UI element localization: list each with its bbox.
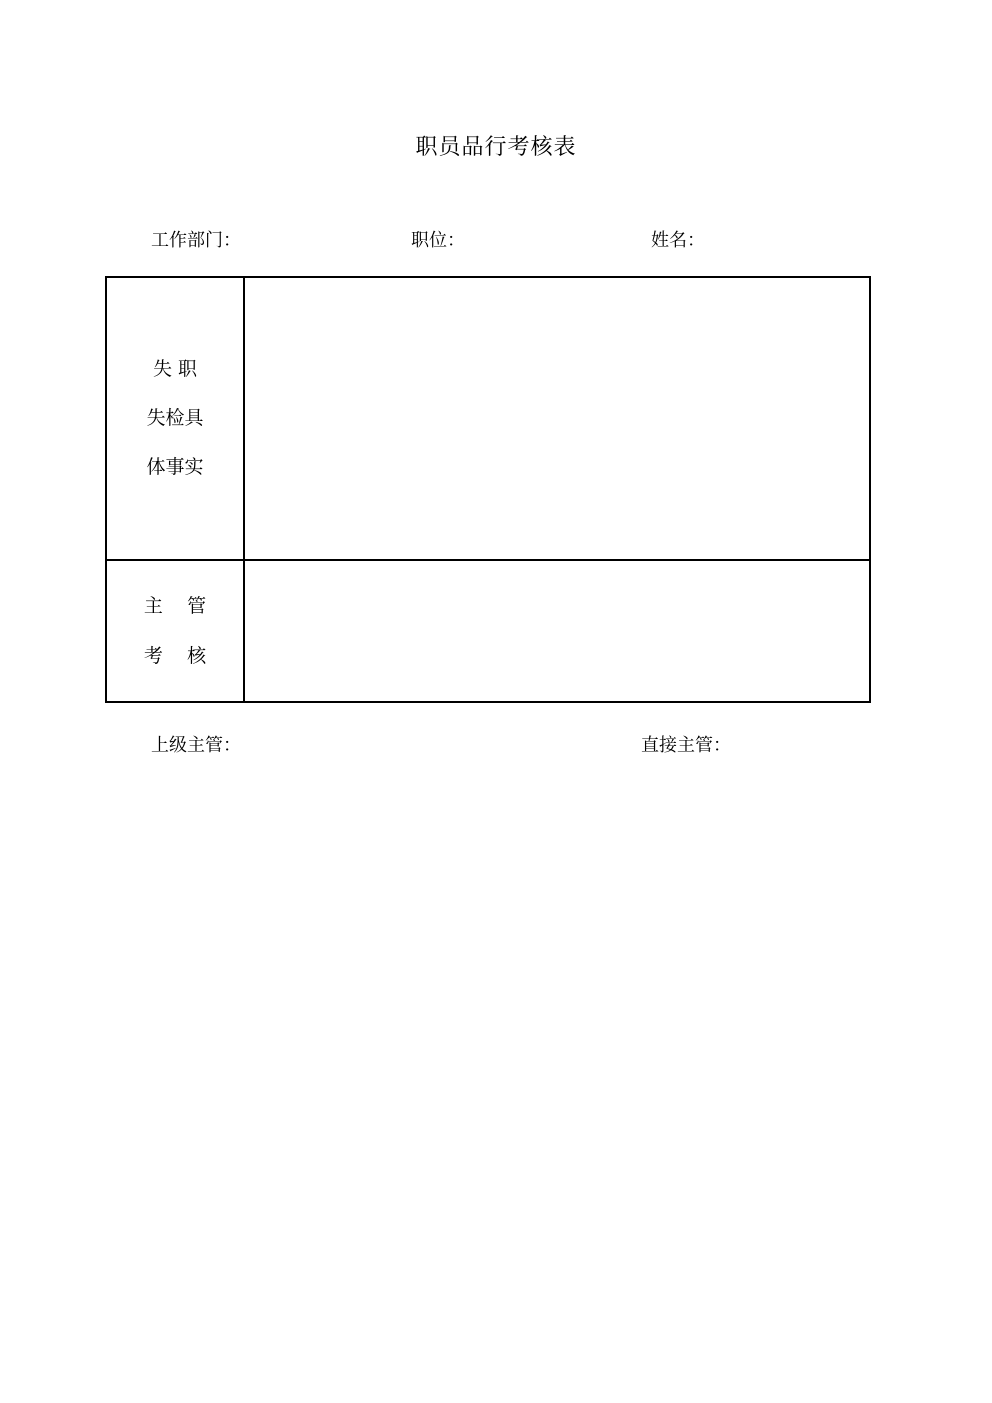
superior-field-label: 上级主管： <box>151 735 241 756</box>
assessment-label <box>107 581 243 681</box>
page-title: 职员品行考核表 <box>415 135 577 160</box>
misconduct-label-line-3: 体事实 <box>146 456 204 478</box>
misconduct-content-cell[interactable] <box>244 277 870 560</box>
table-row-supervisor-assessment <box>106 560 870 702</box>
department-field-label: 工作部门： <box>151 230 241 251</box>
table-row-misconduct <box>106 277 870 560</box>
evaluation-table <box>105 276 871 703</box>
assessment-label-line-1: 主 管 <box>143 595 207 617</box>
misconduct-label-line-2: 失检具 <box>146 407 204 429</box>
misconduct-label-line-1: 失 职 <box>152 358 198 380</box>
assessment-label-cell <box>106 560 244 702</box>
name-field-label: 姓名： <box>651 230 705 251</box>
assessment-content-cell[interactable] <box>244 560 870 702</box>
misconduct-label-cell <box>106 277 244 560</box>
assessment-label-line-2: 考 核 <box>143 645 207 667</box>
misconduct-label <box>107 345 243 492</box>
position-field-label: 职位： <box>411 230 465 251</box>
direct-supervisor-field-label: 直接主管： <box>641 735 731 756</box>
